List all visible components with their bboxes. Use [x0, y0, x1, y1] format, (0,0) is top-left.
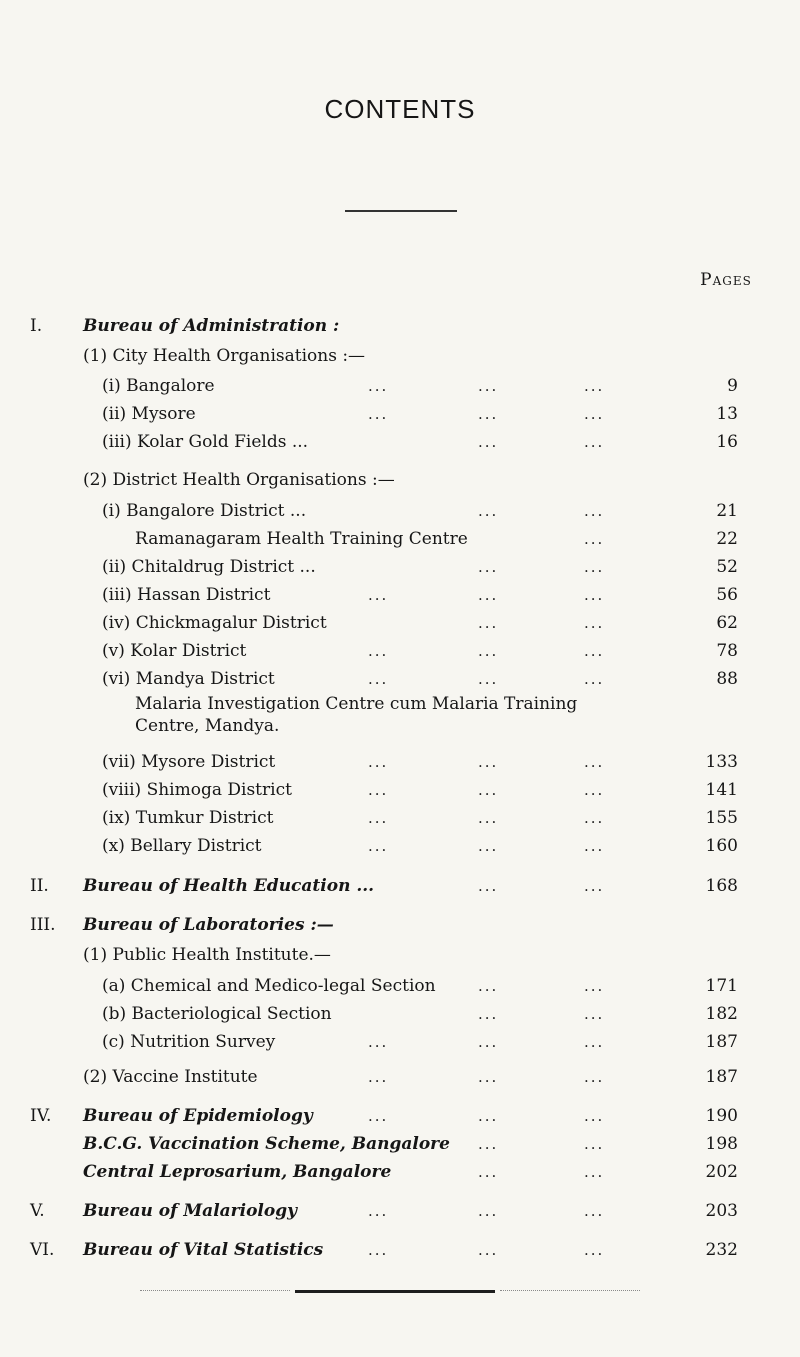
leader-dots: ...	[368, 1033, 389, 1051]
page-number: 160	[705, 836, 738, 856]
section-number: V.	[30, 1201, 45, 1221]
entry-label: (2) Vaccine Institute	[83, 1067, 258, 1087]
entry-label: (x) Bellary District	[102, 836, 262, 856]
toc-entry	[0, 804, 800, 832]
entry-label: (i) Bangalore	[102, 376, 215, 396]
page-number: 56	[716, 585, 738, 605]
page-number: 190	[705, 1106, 738, 1126]
leader-dots: ...	[478, 502, 499, 520]
leader-dots: ...	[478, 1163, 499, 1181]
page-number: 16	[716, 432, 738, 452]
page-number: 198	[705, 1134, 738, 1154]
leader-dots: ...	[584, 1163, 605, 1181]
entry-label: (iv) Chickmagalur District	[102, 613, 327, 633]
leader-dots: ...	[584, 753, 605, 771]
leader-dots: ...	[584, 781, 605, 799]
leader-dots: ...	[368, 1241, 389, 1259]
entry-label: (viii) Shimoga District	[102, 780, 292, 800]
page-number: 187	[705, 1032, 738, 1052]
page-number: 141	[705, 780, 738, 800]
leader-dots: ...	[584, 670, 605, 688]
leader-dots: ...	[478, 1068, 499, 1086]
page-number: 202	[705, 1162, 738, 1182]
section-row	[0, 1102, 800, 1130]
entry-label: Centre, Mandya.	[135, 716, 280, 736]
toc-entry	[0, 748, 800, 776]
title-rule	[345, 210, 457, 212]
toc-entry	[0, 525, 800, 553]
leader-dots: ...	[584, 558, 605, 576]
page-number: 133	[705, 752, 738, 772]
page-number: 13	[716, 404, 738, 424]
entry-label: (i) Bangalore District ...	[102, 501, 307, 521]
entry-label: (iii) Hassan District	[102, 585, 271, 605]
page-number: 168	[705, 876, 738, 896]
toc-entry	[0, 581, 800, 609]
toc-entry	[0, 553, 800, 581]
leader-dots: ...	[368, 586, 389, 604]
bottom-rule	[295, 1290, 495, 1293]
leader-dots: ...	[368, 405, 389, 423]
entry-label: (c) Nutrition Survey	[102, 1032, 276, 1052]
faint-rule-left	[140, 1290, 290, 1291]
leader-dots: ...	[584, 1068, 605, 1086]
page-number: 78	[716, 641, 738, 661]
group-row	[0, 342, 800, 370]
section-row	[0, 872, 800, 900]
leader-dots: ...	[368, 1202, 389, 1220]
leader-dots: ...	[478, 433, 499, 451]
leader-dots: ...	[584, 433, 605, 451]
entry-label: Malaria Investigation Centre cum Malaria Training	[135, 694, 578, 714]
section-row	[0, 312, 800, 340]
group-label: (1) Public Health Institute.—	[83, 945, 331, 965]
leader-dots: ...	[584, 642, 605, 660]
leader-dots: ...	[478, 1005, 499, 1023]
leader-dots: ...	[478, 753, 499, 771]
leader-dots: ...	[478, 1033, 499, 1051]
leader-dots: ...	[478, 614, 499, 632]
leader-dots: ...	[584, 530, 605, 548]
leader-dots: ...	[368, 781, 389, 799]
entry-label: (vi) Mandya District	[102, 669, 275, 689]
group-label: (1) City Health Organisations :—	[83, 346, 366, 366]
toc-entry	[0, 1063, 800, 1091]
leader-dots: ...	[478, 1241, 499, 1259]
toc-entry	[0, 1000, 800, 1028]
toc-entry	[0, 428, 800, 456]
section-number: VI.	[30, 1240, 55, 1260]
leader-dots: ...	[478, 1107, 499, 1125]
toc-entry	[0, 400, 800, 428]
section-row	[0, 1236, 800, 1264]
group-label: (2) District Health Organisations :—	[83, 470, 395, 490]
group-row	[0, 941, 800, 969]
leader-dots: ...	[368, 753, 389, 771]
section-title: Bureau of Administration :	[83, 316, 340, 336]
leader-dots: ...	[584, 1005, 605, 1023]
leader-dots: ...	[368, 377, 389, 395]
page-number: 52	[716, 557, 738, 577]
section-title: Bureau of Vital Statistics	[83, 1240, 324, 1260]
leader-dots: ...	[584, 405, 605, 423]
leader-dots: ...	[478, 1135, 499, 1153]
faint-rule-right	[500, 1290, 640, 1291]
section-title: Bureau of Malariology	[83, 1201, 297, 1221]
page-number: 203	[705, 1201, 738, 1221]
page-number: 155	[705, 808, 738, 828]
leader-dots: ...	[584, 1107, 605, 1125]
entry-label: (vii) Mysore District	[102, 752, 276, 772]
toc-entry	[0, 665, 800, 693]
leader-dots: ...	[368, 1107, 389, 1125]
section-title: Bureau of Health Education ...	[83, 876, 375, 896]
leader-dots: ...	[584, 1202, 605, 1220]
leader-dots: ...	[584, 614, 605, 632]
toc-entry	[0, 1028, 800, 1056]
leader-dots: ...	[478, 1202, 499, 1220]
toc-entry	[0, 776, 800, 804]
leader-dots: ...	[478, 809, 499, 827]
entry-label: (iii) Kolar Gold Fields ...	[102, 432, 309, 452]
section-row	[0, 1158, 800, 1186]
page-number: 88	[716, 669, 738, 689]
leader-dots: ...	[478, 642, 499, 660]
toc-entry	[0, 609, 800, 637]
leader-dots: ...	[584, 977, 605, 995]
leader-dots: ...	[478, 977, 499, 995]
toc-entry	[0, 372, 800, 400]
leader-dots: ...	[478, 781, 499, 799]
pages-column-header: Pages	[700, 270, 752, 290]
section-title: Bureau of Epidemiology	[83, 1106, 313, 1126]
entry-label: (v) Kolar District	[102, 641, 247, 661]
entry-label: (ix) Tumkur District	[102, 808, 274, 828]
leader-dots: ...	[478, 377, 499, 395]
leader-dots: ...	[478, 558, 499, 576]
toc-entry	[0, 832, 800, 860]
page-number: 22	[716, 529, 738, 549]
section-title: Bureau of Laboratories :—	[83, 915, 334, 935]
leader-dots: ...	[478, 405, 499, 423]
leader-dots: ...	[368, 809, 389, 827]
page-number: 182	[705, 1004, 738, 1024]
leader-dots: ...	[584, 1033, 605, 1051]
toc-entry-continuation	[0, 712, 800, 740]
entry-label: (b) Bacteriological Section	[102, 1004, 332, 1024]
leader-dots: ...	[478, 670, 499, 688]
section-number: II.	[30, 876, 49, 896]
leader-dots: ...	[368, 1068, 389, 1086]
entry-label: (ii) Mysore	[102, 404, 196, 424]
entry-label: (ii) Chitaldrug District ...	[102, 557, 316, 577]
section-row	[0, 1130, 800, 1158]
leader-dots: ...	[584, 1135, 605, 1153]
leader-dots: ...	[584, 837, 605, 855]
leader-dots: ...	[368, 670, 389, 688]
leader-dots: ...	[584, 586, 605, 604]
leader-dots: ...	[584, 877, 605, 895]
page-number: 187	[705, 1067, 738, 1087]
toc-entry	[0, 637, 800, 665]
leader-dots: ...	[478, 877, 499, 895]
section-title: Central Leprosarium, Bangalore	[83, 1162, 392, 1182]
entry-label: Ramanagaram Health Training Centre	[135, 529, 468, 549]
section-row	[0, 1197, 800, 1225]
page-title: CONTENTS	[324, 94, 476, 124]
toc-entry	[0, 972, 800, 1000]
group-row	[0, 466, 800, 494]
entry-label: (a) Chemical and Medico-legal Section	[102, 976, 436, 996]
page-number: 171	[705, 976, 738, 996]
section-number: IV.	[30, 1106, 52, 1126]
page-number: 62	[716, 613, 738, 633]
leader-dots: ...	[478, 837, 499, 855]
page-number: 232	[705, 1240, 738, 1260]
section-title: B.C.G. Vaccination Scheme, Bangalore	[83, 1134, 450, 1154]
leader-dots: ...	[584, 502, 605, 520]
toc-entry	[0, 497, 800, 525]
leader-dots: ...	[584, 1241, 605, 1259]
leader-dots: ...	[584, 377, 605, 395]
page-number: 9	[727, 376, 738, 396]
leader-dots: ...	[368, 642, 389, 660]
leader-dots: ...	[478, 586, 499, 604]
leader-dots: ...	[368, 837, 389, 855]
section-row	[0, 911, 800, 939]
leader-dots: ...	[584, 809, 605, 827]
page-number: 21	[716, 501, 738, 521]
section-number: I.	[30, 316, 43, 336]
section-number: III.	[30, 915, 56, 935]
